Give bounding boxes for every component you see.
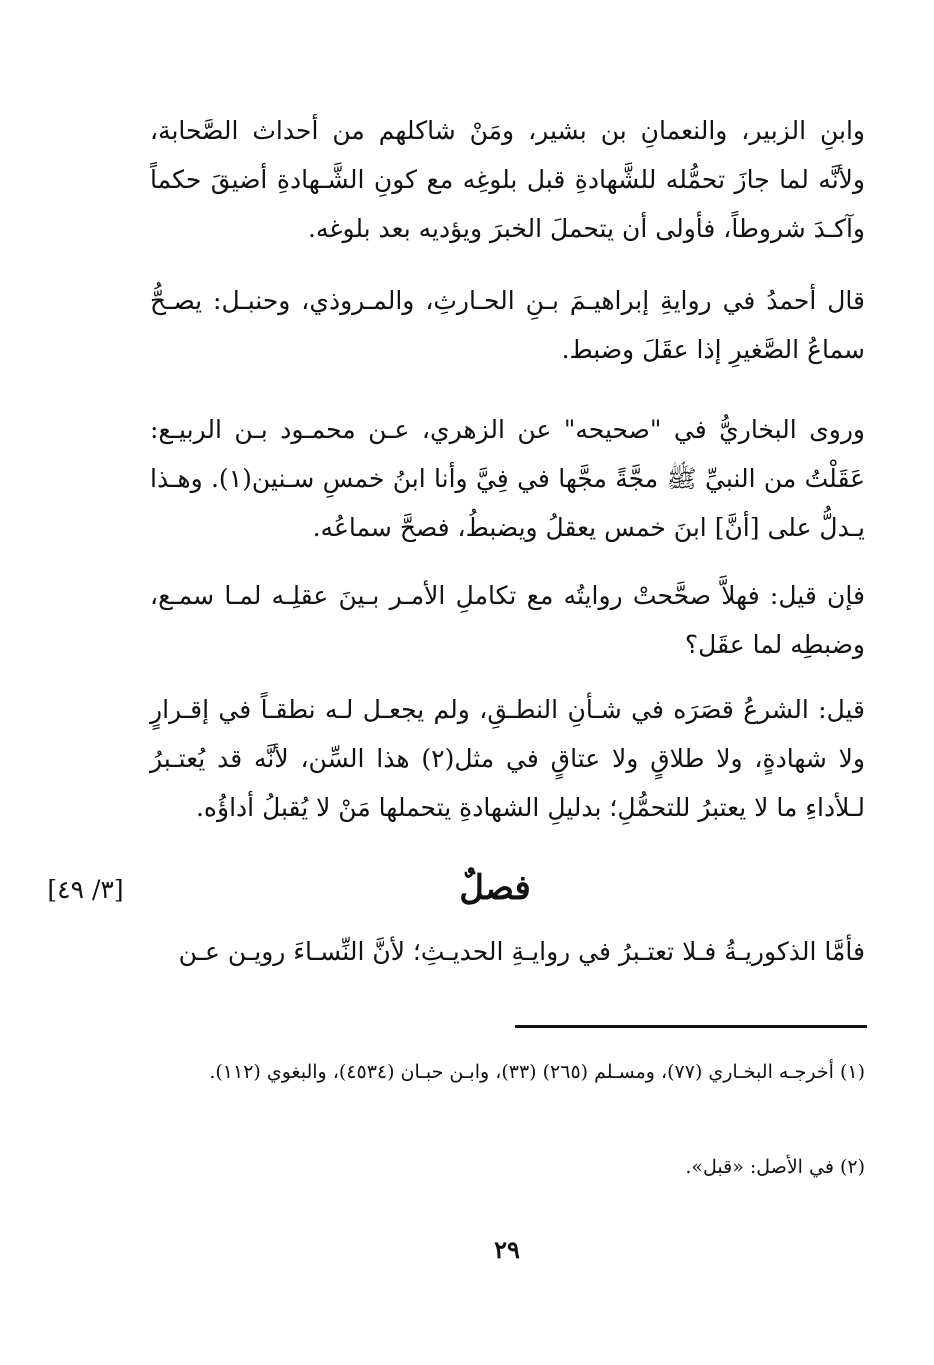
paragraph-1: وابنِ الزبير، والنعمانِ بن بشير، ومَنْ شاكلهم من أحداث الصَّحابة، ولأنَّه لما جازَ تحمُّله للشَّهادةِ قبل بلوغِه مع كونِ الشَّـهادةِ أضيقَ حكماً وآكـدَ شروطاً، فأولى أن يتحملَ الخبرَ ويؤديه بعد بلوغه. (150, 116, 865, 243)
section-heading: فصلٌ (459, 868, 531, 908)
paragraph-2: قال أحمدُ في روايةِ إبراهيـمَ بـنِ الحـارثِ، والمـروذي، وحنبـل: يصـحُّ سماعُ الصَّغيرِ إذا عقَلَ وضبط. (150, 286, 865, 364)
paragraph-6: فأمَّا الذكوريـةُ فـلا تعتـبرُ في روايـةِ الحديـثِ؛ لأنَّ النِّسـاءَ رويـن عـن (178, 937, 865, 966)
page-number: ٢٩ (494, 1235, 520, 1264)
footnote-2: (٢) في الأصل: «قبل». (685, 1156, 865, 1178)
footnote-1: (١) أخرجـه البخـاري (٧٧)، ومسـلم (٢٦٥) (٣٣)، وابـن حبـان (٤٥٣٤)، والبغوي (١١٢). (209, 1061, 865, 1083)
margin-reference: [٣/ ٤٩] (47, 875, 124, 904)
paragraph-3: وروى البخاريُّ في "صحيحه" عن الزهري، عـن محمـود بـن الربيـع: عَقَلْتُ من النبيِّ ﷺ مجَّةً مجَّها في فِيَّ وأنا ابنُ خمسِ سـنين(١). وهـذا يـدلُّ على [أنَّ] ابنَ خمس يعقلُ ويضبطُ، فصحَّ سماعُه. (150, 415, 866, 542)
footnote-divider (515, 1025, 867, 1028)
paragraph-5: قيل: الشرعُ قصَرَه في شـأنِ النطـقِ، ولم يجعـل لـه نطقـاً في إقـرارٍ ولا شهادةٍ، ولا طلاقٍ ولا عتاقٍ في مثل(٢) هذا السِّن، لأنَّه قد يُعتـبرُ لـلأداءِ ما لا يعتبرُ للتحمُّلِ؛ بدليلِ الشهادةِ يتحملها مَنْ لا يُقبلُ أداؤُه. (150, 695, 865, 822)
paragraph-4: فإن قيل: فهلاَّ صحَّحتْ روايتُه مع تكاملِ الأمـر بـينَ عقلِـه لمـا سمـع، وضبطِه لما عقَل؟ (150, 581, 865, 659)
